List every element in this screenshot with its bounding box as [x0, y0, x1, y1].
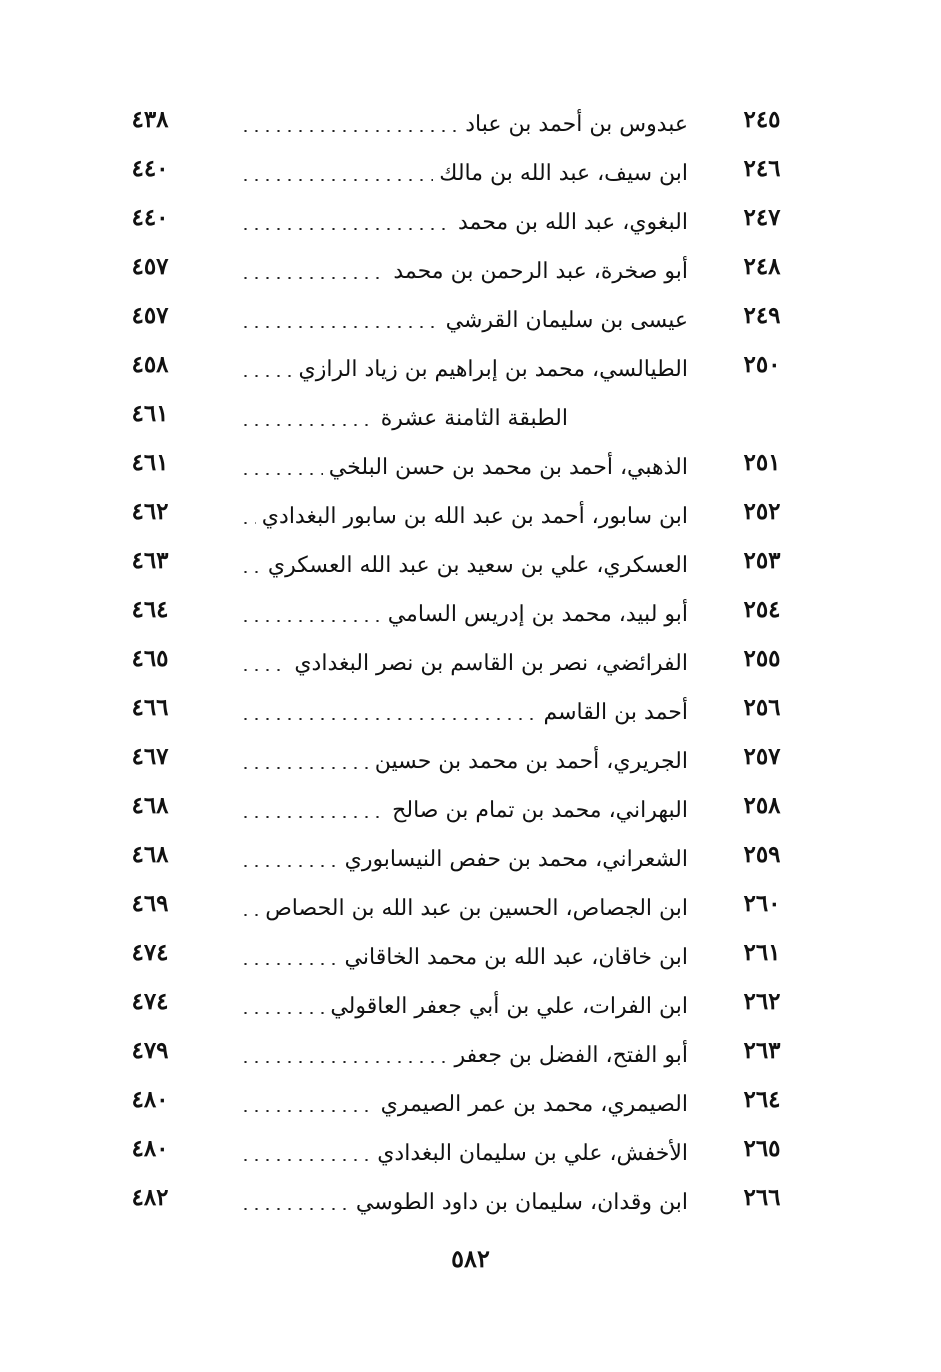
- dot-leader: [240, 914, 259, 916]
- dot-leader: [240, 669, 288, 671]
- entry-title-line: [240, 790, 688, 830]
- dot-leader: [240, 1012, 324, 1014]
- entry-number: ٢٦٣: [743, 1037, 781, 1064]
- table-of-contents: [110, 100, 800, 1227]
- entry-title: الذهبي، أحمد بن محمد بن حسن البلخي: [328, 454, 688, 480]
- entry-title-line: [240, 545, 688, 585]
- dot-leader: [240, 375, 293, 377]
- entry-title-line: [240, 1133, 688, 1173]
- dot-leader: [240, 1208, 350, 1210]
- entry-number: ٢٤٨: [743, 253, 781, 280]
- toc-entry: [110, 639, 800, 688]
- dot-leader: [240, 767, 369, 769]
- entry-page-number: ٤٦٦: [131, 694, 169, 721]
- entry-page-number: ٤٤٠: [131, 155, 169, 182]
- dot-leader: [240, 718, 537, 720]
- entry-number: ٢٤٥: [743, 106, 781, 133]
- dot-leader: [240, 277, 387, 279]
- dot-leader: [240, 865, 339, 867]
- entry-title-line: [240, 496, 688, 536]
- entry-title-line: [240, 398, 568, 438]
- dot-leader: [240, 1110, 375, 1112]
- toc-entry: [110, 100, 800, 149]
- dot-leader: [240, 473, 323, 475]
- entry-page-number: ٤٨٠: [131, 1086, 169, 1113]
- entry-title: ابن الفرات، علي بن أبي جعفر العاقولي: [330, 993, 688, 1019]
- entry-title: ابن خاقان، عبد الله بن محمد الخاقاني: [344, 944, 688, 970]
- entry-title: الجريري، أحمد بن محمد بن حسين: [374, 748, 688, 774]
- entry-title: أبو الفتح، الفضل بن جعفر: [454, 1042, 688, 1068]
- entry-title-line: [240, 986, 688, 1026]
- entry-page-number: ٤٨٠: [131, 1135, 169, 1162]
- entry-title-line: [240, 104, 688, 144]
- entry-title: الأخفش، علي بن سليمان البغدادي: [377, 1140, 688, 1166]
- entry-title: عيسى بن سليمان القرشي: [445, 307, 688, 333]
- dot-leader: [240, 1061, 449, 1063]
- entry-number: ٢٥٠: [743, 351, 781, 378]
- entry-title-line: [240, 447, 688, 487]
- entry-title: البغوي، عبد الله بن محمد: [457, 209, 688, 235]
- entry-title: الطيالسي، محمد بن إبراهيم بن زياد الرازي: [298, 356, 688, 382]
- toc-entry: [110, 492, 800, 541]
- toc-entry: [110, 737, 800, 786]
- entry-number: ٢٦٢: [743, 988, 781, 1015]
- entry-title-line: [240, 251, 688, 291]
- entry-page-number: ٤٦٥: [131, 645, 169, 672]
- entry-page-number: ٤٦٨: [131, 792, 169, 819]
- toc-entry: [110, 1031, 800, 1080]
- dot-leader: [240, 228, 452, 230]
- toc-entry: [110, 345, 800, 394]
- toc-entry: [110, 247, 800, 296]
- entry-number: ٢٥٩: [743, 841, 781, 868]
- entry-number: ٢٦٠: [743, 890, 781, 917]
- page-number: ٥٨٢: [451, 1244, 490, 1273]
- entry-page-number: ٤٦٢: [131, 498, 169, 525]
- toc-entry: [110, 1129, 800, 1178]
- entry-page-number: ٤٦٣: [131, 547, 169, 574]
- entry-number: ٢٥٥: [743, 645, 781, 672]
- entry-title: الفرائضي، نصر بن القاسم بن نصر البغدادي: [294, 650, 688, 676]
- entry-page-number: ٤٦٤: [131, 596, 169, 623]
- toc-entry: [110, 884, 800, 933]
- entry-title-line: [240, 741, 688, 781]
- entry-title: ابن سيف، عبد الله بن مالك: [439, 160, 688, 186]
- entry-title: الشعراني، محمد بن حفص النيسابوري: [344, 846, 688, 872]
- entry-title-line: [240, 349, 688, 389]
- toc-entry: [110, 296, 800, 345]
- toc-entry: [110, 835, 800, 884]
- entry-number: ٢٥٧: [743, 743, 781, 770]
- entry-title: ابن سابور، أحمد بن عبد الله بن سابور البغدادي: [261, 503, 688, 529]
- toc-entry: [110, 688, 800, 737]
- section-title: الطبقة الثامنة عشرة: [380, 405, 568, 431]
- entry-title-line: [240, 839, 688, 879]
- dot-leader: [240, 424, 375, 426]
- toc-entry: [110, 1080, 800, 1129]
- toc-entry: [110, 443, 800, 492]
- dot-leader: [240, 1159, 371, 1161]
- entry-page-number: ٤٧٩: [131, 1037, 169, 1064]
- dot-leader: [240, 179, 433, 181]
- toc-entry: [110, 541, 800, 590]
- entry-title-line: [240, 692, 688, 732]
- entry-page-number: ٤٥٧: [131, 253, 169, 280]
- entry-number: ٢٥٢: [743, 498, 781, 525]
- dot-leader: [240, 522, 256, 524]
- entry-number: ٢٥١: [743, 449, 781, 476]
- entry-title: ابن الجصاص، الحسين بن عبد الله بن الحصاص: [265, 895, 688, 921]
- entry-page-number: ٤٣٨: [131, 106, 169, 133]
- entry-number: ٢٥٦: [743, 694, 781, 721]
- entry-title-line: [240, 594, 688, 634]
- dot-leader: [240, 326, 440, 328]
- entry-title-line: [240, 1035, 688, 1075]
- toc-entry: [110, 198, 800, 247]
- entry-page-number: ٤٧٤: [131, 939, 169, 966]
- entry-title-line: [240, 937, 688, 977]
- dot-leader: [240, 620, 382, 622]
- entry-number: ٢٥٣: [743, 547, 781, 574]
- entry-title: الصيمري، محمد بن عمر الصيمري: [380, 1091, 688, 1117]
- entry-title-line: [240, 202, 688, 242]
- section-heading-row: [110, 394, 800, 443]
- entry-title-line: [240, 643, 688, 683]
- dot-leader: [240, 963, 339, 965]
- entry-number: ٢٥٨: [743, 792, 781, 819]
- toc-entry: [110, 149, 800, 198]
- entry-title: العسكري، علي بن سعيد بن عبد الله العسكري: [267, 552, 688, 578]
- toc-entry: [110, 786, 800, 835]
- entry-page-number: ٤٨٢: [131, 1184, 169, 1211]
- entry-title: ابن وقدان، سليمان بن داود الطوسي: [355, 1189, 688, 1215]
- dot-leader: [240, 130, 459, 132]
- entry-page-number: ٤٦٩: [131, 890, 169, 917]
- entry-title-line: [240, 1182, 688, 1222]
- entry-page-number: ٤٦١: [131, 400, 169, 427]
- entry-page-number: ٤٦٧: [131, 743, 169, 770]
- entry-title: أحمد بن القاسم: [543, 699, 688, 725]
- entry-title-line: [240, 888, 688, 928]
- entry-number: ٢٦٦: [743, 1184, 781, 1211]
- entry-title: عبدوس بن أحمد بن عباد: [465, 111, 688, 137]
- toc-entry: [110, 590, 800, 639]
- entry-number: ٢٦٥: [743, 1135, 781, 1162]
- entry-page-number: ٤٤٠: [131, 204, 169, 231]
- entry-page-number: ٤٥٧: [131, 302, 169, 329]
- entry-page-number: ٤٧٤: [131, 988, 169, 1015]
- dot-leader: [240, 571, 262, 573]
- toc-entry: [110, 933, 800, 982]
- entry-number: ٢٤٦: [743, 155, 781, 182]
- entry-page-number: ٤٦٨: [131, 841, 169, 868]
- entry-title-line: [240, 300, 688, 340]
- entry-page-number: ٤٥٨: [131, 351, 169, 378]
- toc-entry: [110, 1178, 800, 1227]
- entry-number: ٢٤٩: [743, 302, 781, 329]
- entry-title-line: [240, 153, 688, 193]
- dot-leader: [240, 816, 386, 818]
- toc-entry: [110, 982, 800, 1031]
- entry-title: البهراني، محمد بن تمام بن صالح: [392, 797, 688, 823]
- entry-number: ٢٥٤: [743, 596, 781, 623]
- entry-title: أبو صخرة، عبد الرحمن بن محمد: [393, 258, 688, 284]
- entry-title: أبو لبيد، محمد بن إدريس السامي: [387, 601, 688, 627]
- entry-number: ٢٦٤: [743, 1086, 781, 1113]
- entry-page-number: ٤٦١: [131, 449, 169, 476]
- entry-title-line: [240, 1084, 688, 1124]
- entry-number: ٢٦١: [743, 939, 781, 966]
- entry-number: ٢٤٧: [743, 204, 781, 231]
